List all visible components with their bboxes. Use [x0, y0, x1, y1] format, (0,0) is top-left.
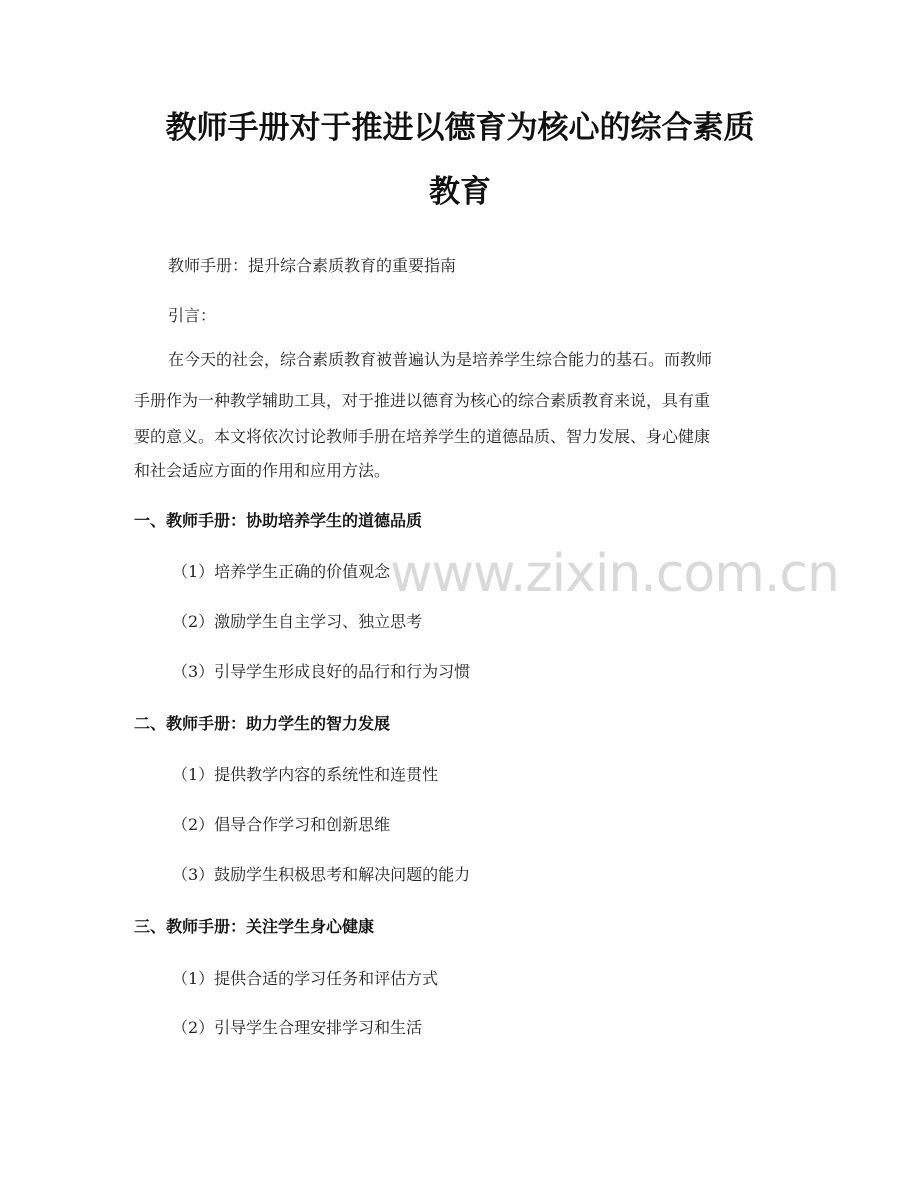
watermark: www.zixin.com.cn [390, 544, 839, 604]
intro-label: 引言： [168, 306, 217, 325]
list-item: （2）倡导合作学习和创新思维 [172, 815, 391, 834]
section-heading: 一、教师手册：协助培养学生的道德品质 [134, 511, 423, 530]
intro-paragraph-line: 在今天的社会，综合素质教育被普遍认为是培养学生综合能力的基石。而教师 [168, 350, 713, 369]
intro-paragraph-line: 和社会适应方面的作用和应用方法。 [134, 461, 391, 480]
list-item: （3）鼓励学生积极思考和解决问题的能力 [172, 865, 471, 884]
section-heading: 二、教师手册：助力学生的智力发展 [134, 714, 391, 733]
list-item: （1）提供教学内容的系统性和连贯性 [172, 765, 439, 784]
intro-paragraph-line: 要的意义。本文将依次讨论教师手册在培养学生的道德品质、智力发展、身心健康 [134, 427, 711, 446]
document-title-line2: 教育 [429, 174, 491, 210]
list-item: （1）培养学生正确的价值观念 [172, 562, 391, 581]
intro-paragraph-line: 手册作为一种教学辅助工具，对于推进以德育为核心的综合素质教育来说，具有重 [134, 391, 711, 410]
subtitle: 教师手册：提升综合素质教育的重要指南 [168, 256, 457, 275]
list-item: （2）引导学生合理安排学习和生活 [172, 1018, 423, 1037]
section-heading: 三、教师手册：关注学生身心健康 [134, 917, 375, 936]
document-title-line1: 教师手册对于推进以德育为核心的综合素质 [165, 110, 755, 146]
list-item: （2）激励学生自主学习、独立思考 [172, 612, 423, 631]
list-item: （1）提供合适的学习任务和评估方式 [172, 969, 439, 988]
list-item: （3）引导学生形成良好的品行和行为习惯 [172, 662, 471, 681]
